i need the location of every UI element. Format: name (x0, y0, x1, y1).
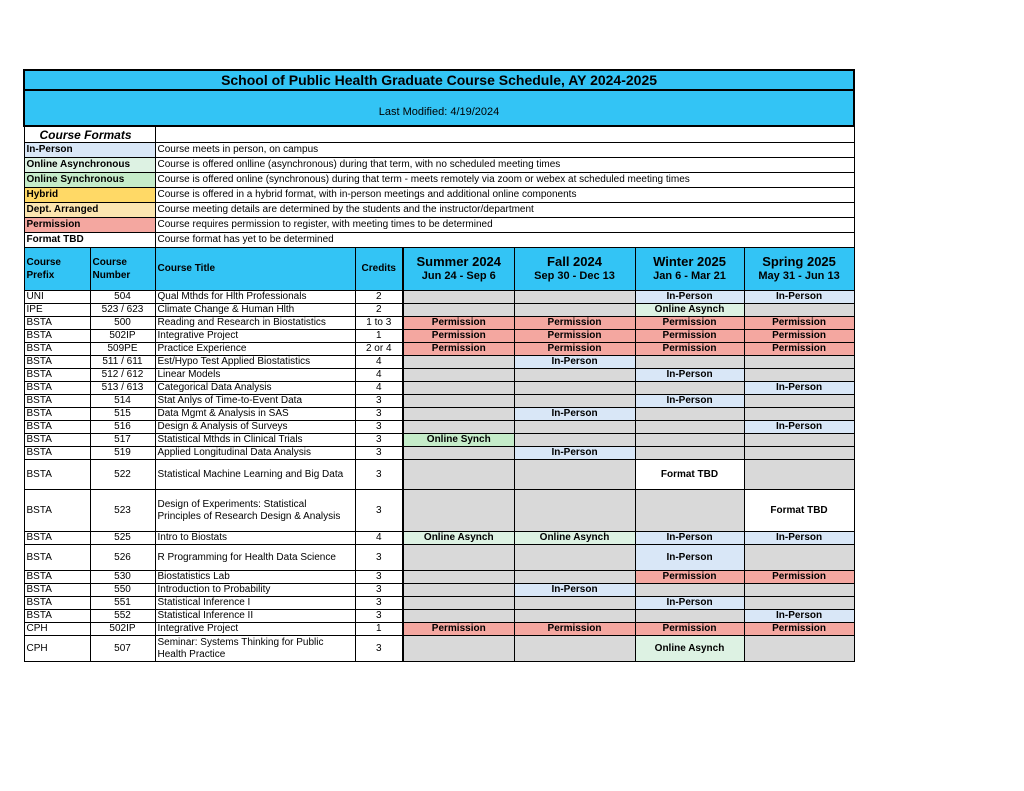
term-format-cell (514, 291, 635, 304)
term-format-cell (744, 395, 854, 408)
course-prefix: BSTA (24, 447, 90, 460)
term-format-cell (514, 434, 635, 447)
course-number: 507 (90, 636, 155, 662)
course-credits: 2 (355, 291, 403, 304)
term-format-cell (635, 356, 744, 369)
course-number: 511 / 611 (90, 356, 155, 369)
term-format-cell (744, 356, 854, 369)
term-format-cell: Permission (514, 343, 635, 356)
course-title: Reading and Research in Biostatistics (155, 317, 355, 330)
term-format-cell: In-Person (514, 447, 635, 460)
term-format-cell (635, 584, 744, 597)
course-row (24, 343, 854, 356)
course-credits: 3 (355, 460, 403, 490)
term-format-cell (514, 571, 635, 584)
term-format-cell (744, 304, 854, 317)
course-row (24, 636, 854, 662)
term-format-cell: Online Synch (403, 434, 514, 447)
course-number: 552 (90, 610, 155, 623)
term-format-cell (403, 421, 514, 434)
course-title: Integrative Project (155, 623, 355, 636)
course-number: 509PE (90, 343, 155, 356)
course-credits: 3 (355, 636, 403, 662)
format-name: Dept. Arranged (24, 203, 155, 218)
course-number: 504 (90, 291, 155, 304)
term-format-cell: Permission (744, 571, 854, 584)
course-prefix: BSTA (24, 434, 90, 447)
term-format-cell (403, 447, 514, 460)
course-row (24, 304, 854, 317)
term-format-cell: In-Person (744, 421, 854, 434)
format-name: Hybrid (24, 188, 155, 203)
course-row (24, 623, 854, 636)
term-format-cell (744, 434, 854, 447)
term-format-cell (403, 369, 514, 382)
term-format-cell (403, 597, 514, 610)
format-name: Online Synchronous (24, 173, 155, 188)
term-format-cell (403, 408, 514, 421)
term-format-cell: In-Person (635, 395, 744, 408)
course-prefix: BSTA (24, 421, 90, 434)
course-title: Applied Longitudinal Data Analysis (155, 447, 355, 460)
term-format-cell: Permission (635, 571, 744, 584)
term-format-cell (635, 610, 744, 623)
header-course-number: Course Number (90, 248, 155, 291)
term-format-cell: Permission (514, 330, 635, 343)
term-format-cell: In-Person (744, 382, 854, 395)
course-title: Biostatistics Lab (155, 571, 355, 584)
term-format-cell: In-Person (635, 545, 744, 571)
format-description: Course meeting details are determined by the students and the instructor/department (155, 203, 854, 218)
course-credits: 3 (355, 490, 403, 532)
course-schedule-sheet (23, 69, 853, 662)
header-term (635, 248, 744, 291)
term-format-cell (635, 421, 744, 434)
course-row (24, 369, 854, 382)
course-credits: 3 (355, 395, 403, 408)
term-format-cell: In-Person (744, 532, 854, 545)
course-title: Seminar: Systems Thinking for Public Health Practice (155, 636, 355, 662)
course-row (24, 291, 854, 304)
term-name: Spring 2025 (762, 254, 836, 269)
format-legend-row (24, 143, 854, 158)
term-format-cell: Permission (403, 317, 514, 330)
format-description: Course is offered online (synchronous) during that term - meets remotely via zoom or webex at scheduled meeting times (155, 173, 854, 188)
format-name: Permission (24, 218, 155, 233)
format-legend-row (24, 158, 854, 173)
term-format-cell: Permission (635, 317, 744, 330)
term-format-cell (403, 356, 514, 369)
term-format-cell (403, 291, 514, 304)
course-row (24, 447, 854, 460)
course-prefix: BSTA (24, 584, 90, 597)
course-title: Climate Change & Human Hlth (155, 304, 355, 317)
course-row (24, 395, 854, 408)
course-number: 512 / 612 (90, 369, 155, 382)
term-format-cell: Permission (514, 623, 635, 636)
term-format-cell (514, 610, 635, 623)
course-row (24, 460, 854, 490)
course-row (24, 382, 854, 395)
term-format-cell: In-Person (635, 532, 744, 545)
term-format-cell: Online Asynch (403, 532, 514, 545)
course-number: 522 (90, 460, 155, 490)
course-credits: 3 (355, 545, 403, 571)
term-format-cell: Permission (635, 330, 744, 343)
course-credits: 4 (355, 532, 403, 545)
course-number: 502IP (90, 623, 155, 636)
header-course-prefix: Course Prefix (24, 248, 90, 291)
course-row (24, 490, 854, 532)
course-row (24, 356, 854, 369)
course-title: Categorical Data Analysis (155, 382, 355, 395)
course-title: Design & Analysis of Surveys (155, 421, 355, 434)
course-credits: 3 (355, 571, 403, 584)
course-title: Data Mgmt & Analysis in SAS (155, 408, 355, 421)
course-prefix: BSTA (24, 369, 90, 382)
format-description: Course is offered in a hybrid format, with in-person meetings and additional online components (155, 188, 854, 203)
term-format-cell (403, 636, 514, 662)
format-description: Course format has yet to be determined (155, 233, 854, 248)
term-format-cell (635, 382, 744, 395)
term-format-cell (744, 597, 854, 610)
column-header-row (24, 248, 854, 291)
course-prefix: BSTA (24, 343, 90, 356)
term-dates: Jan 6 - Mar 21 (653, 270, 726, 282)
format-legend-row (24, 203, 854, 218)
term-format-cell (403, 584, 514, 597)
term-format-cell (744, 545, 854, 571)
term-format-cell (635, 447, 744, 460)
course-title: Statistical Machine Learning and Big Data (155, 460, 355, 490)
course-prefix: BSTA (24, 408, 90, 421)
course-number: 519 (90, 447, 155, 460)
course-title: Practice Experience (155, 343, 355, 356)
course-number: 525 (90, 532, 155, 545)
course-row (24, 408, 854, 421)
term-dates: May 31 - Jun 13 (758, 270, 840, 282)
format-name: Online Asynchronous (24, 158, 155, 173)
term-format-cell (403, 610, 514, 623)
course-row (24, 421, 854, 434)
term-format-cell: In-Person (744, 610, 854, 623)
course-number: 523 / 623 (90, 304, 155, 317)
term-format-cell: In-Person (514, 408, 635, 421)
course-credits: 3 (355, 597, 403, 610)
term-name: Summer 2024 (416, 254, 502, 269)
header-term (514, 248, 635, 291)
format-legend-row (24, 218, 854, 233)
course-credits: 3 (355, 584, 403, 597)
term-format-cell: Online Asynch (635, 304, 744, 317)
course-credits: 1 (355, 330, 403, 343)
course-prefix: BSTA (24, 545, 90, 571)
term-format-cell: Permission (635, 343, 744, 356)
course-row (24, 532, 854, 545)
term-format-cell (514, 636, 635, 662)
course-formats-heading-blank (155, 126, 854, 143)
term-format-cell: Permission (403, 330, 514, 343)
course-credits: 4 (355, 369, 403, 382)
term-format-cell: Permission (403, 343, 514, 356)
last-modified: Last Modified: 4/19/2024 (24, 90, 854, 126)
course-title: Statistical Inference II (155, 610, 355, 623)
course-number: 550 (90, 584, 155, 597)
course-row (24, 610, 854, 623)
course-title: Intro to Biostats (155, 532, 355, 545)
term-format-cell (403, 460, 514, 490)
course-credits: 3 (355, 421, 403, 434)
term-format-cell: In-Person (744, 291, 854, 304)
term-format-cell (403, 395, 514, 408)
term-format-cell (635, 434, 744, 447)
term-format-cell: Permission (635, 623, 744, 636)
format-name: In-Person (24, 143, 155, 158)
course-number: 526 (90, 545, 155, 571)
term-format-cell (514, 490, 635, 532)
term-format-cell: Format TBD (635, 460, 744, 490)
course-row (24, 330, 854, 343)
course-title: Integrative Project (155, 330, 355, 343)
course-number: 515 (90, 408, 155, 421)
format-legend-row (24, 233, 854, 248)
course-credits: 1 to 3 (355, 317, 403, 330)
header-credits: Credits (355, 248, 403, 291)
course-prefix: CPH (24, 623, 90, 636)
format-legend-row (24, 173, 854, 188)
term-format-cell: Permission (514, 317, 635, 330)
course-credits: 3 (355, 434, 403, 447)
term-format-cell (744, 447, 854, 460)
course-number: 516 (90, 421, 155, 434)
course-prefix: BSTA (24, 597, 90, 610)
course-row (24, 545, 854, 571)
term-format-cell (514, 597, 635, 610)
page-title: School of Public Health Graduate Course Schedule, AY 2024-2025 (24, 70, 854, 90)
term-format-cell: Permission (403, 623, 514, 636)
course-prefix: BSTA (24, 330, 90, 343)
course-title: R Programming for Health Data Science (155, 545, 355, 571)
term-format-cell (514, 304, 635, 317)
term-format-cell (635, 490, 744, 532)
term-format-cell: Format TBD (744, 490, 854, 532)
term-format-cell (514, 421, 635, 434)
format-description: Course is offered onlline (asynchronous) during that term, with no scheduled meeting times (155, 158, 854, 173)
course-row (24, 434, 854, 447)
term-format-cell: In-Person (635, 291, 744, 304)
term-dates: Sep 30 - Dec 13 (534, 270, 615, 282)
format-name: Format TBD (24, 233, 155, 248)
course-prefix: BSTA (24, 610, 90, 623)
term-name: Winter 2025 (653, 254, 726, 269)
course-credits: 2 or 4 (355, 343, 403, 356)
term-format-cell (635, 408, 744, 421)
term-format-cell: In-Person (635, 369, 744, 382)
term-format-cell (403, 490, 514, 532)
course-title: Linear Models (155, 369, 355, 382)
term-format-cell (403, 571, 514, 584)
course-title: Stat Anlys of Time-to-Event Data (155, 395, 355, 408)
course-row (24, 584, 854, 597)
term-name: Fall 2024 (547, 254, 602, 269)
term-format-cell: Permission (744, 317, 854, 330)
schedule-table (23, 69, 855, 662)
course-row (24, 317, 854, 330)
format-description: Course meets in person, on campus (155, 143, 854, 158)
term-format-cell (514, 460, 635, 490)
term-format-cell (514, 395, 635, 408)
course-credits: 4 (355, 382, 403, 395)
course-row (24, 571, 854, 584)
header-course-title: Course Title (155, 248, 355, 291)
format-legend-row (24, 188, 854, 203)
term-format-cell: In-Person (635, 597, 744, 610)
header-term (744, 248, 854, 291)
course-prefix: BSTA (24, 395, 90, 408)
term-format-cell: Online Asynch (635, 636, 744, 662)
course-prefix: BSTA (24, 460, 90, 490)
term-format-cell: Permission (744, 330, 854, 343)
format-description: Course requires permission to register, with meeting times to be determined (155, 218, 854, 233)
course-credits: 1 (355, 623, 403, 636)
course-prefix: BSTA (24, 317, 90, 330)
term-format-cell (744, 460, 854, 490)
course-number: 513 / 613 (90, 382, 155, 395)
course-number: 500 (90, 317, 155, 330)
course-credits: 2 (355, 304, 403, 317)
term-format-cell (514, 545, 635, 571)
term-format-cell (744, 369, 854, 382)
course-prefix: BSTA (24, 490, 90, 532)
term-format-cell (403, 382, 514, 395)
term-format-cell: Permission (744, 343, 854, 356)
course-title: Design of Experiments: Statistical Principles of Research Design & Analysis (155, 490, 355, 532)
course-title: Est/Hypo Test Applied Biostatistics (155, 356, 355, 369)
term-format-cell (744, 408, 854, 421)
term-dates: Jun 24 - Sep 6 (421, 270, 496, 282)
course-title: Introduction to Probability (155, 584, 355, 597)
course-prefix: BSTA (24, 382, 90, 395)
course-credits: 3 (355, 408, 403, 421)
course-prefix: UNI (24, 291, 90, 304)
term-format-cell (744, 636, 854, 662)
course-credits: 3 (355, 610, 403, 623)
course-prefix: BSTA (24, 532, 90, 545)
course-row (24, 597, 854, 610)
course-number: 502IP (90, 330, 155, 343)
course-number: 514 (90, 395, 155, 408)
term-format-cell: Permission (744, 623, 854, 636)
course-number: 530 (90, 571, 155, 584)
term-format-cell (403, 545, 514, 571)
term-format-cell: In-Person (514, 584, 635, 597)
header-term (403, 248, 514, 291)
term-format-cell (403, 304, 514, 317)
term-format-cell (514, 382, 635, 395)
term-format-cell (514, 369, 635, 382)
course-prefix: BSTA (24, 571, 90, 584)
term-format-cell: In-Person (514, 356, 635, 369)
course-formats-heading: Course Formats (24, 126, 155, 143)
course-title: Qual Mthds for Hlth Professionals (155, 291, 355, 304)
course-prefix: CPH (24, 636, 90, 662)
course-number: 523 (90, 490, 155, 532)
course-title: Statistical Mthds in Clinical Trials (155, 434, 355, 447)
course-prefix: IPE (24, 304, 90, 317)
course-number: 517 (90, 434, 155, 447)
course-credits: 3 (355, 447, 403, 460)
term-format-cell: Online Asynch (514, 532, 635, 545)
course-number: 551 (90, 597, 155, 610)
course-title: Statistical Inference I (155, 597, 355, 610)
course-credits: 4 (355, 356, 403, 369)
course-prefix: BSTA (24, 356, 90, 369)
term-format-cell (744, 584, 854, 597)
